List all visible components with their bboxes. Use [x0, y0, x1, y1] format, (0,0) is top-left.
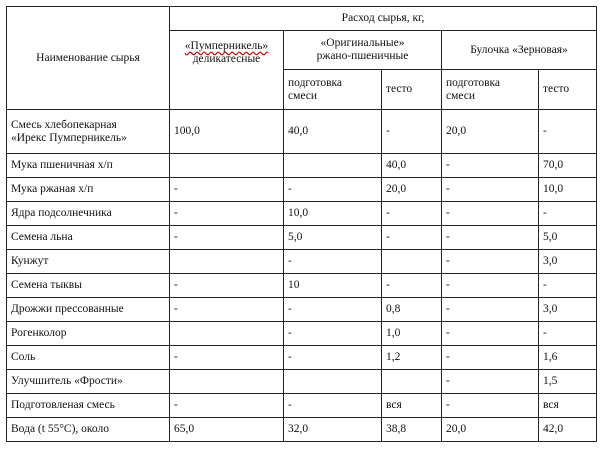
cell-p3-prep: -	[442, 178, 539, 202]
cell-p3-prep: -	[442, 322, 539, 346]
header-product-original: «Оригинальные» ржано-пшеничные	[284, 31, 442, 70]
row-name: Улучшитель «Фрости»	[7, 370, 170, 394]
header-row-1	[7, 7, 597, 31]
cell-p2-dough: -	[382, 110, 442, 154]
cell-p2-prep: 5,0	[284, 226, 382, 250]
cell-p2-dough	[382, 370, 442, 394]
header-product-bun: Булочка «Зерновая»	[442, 31, 597, 70]
header-sub-prep-3: подготовка смеси	[442, 70, 539, 110]
cell-p1	[170, 370, 284, 394]
cell-p3-prep: -	[442, 202, 539, 226]
cell-p2-prep: -	[284, 346, 382, 370]
cell-p2-dough: -	[382, 226, 442, 250]
cell-p1: -	[170, 202, 284, 226]
cell-p3-dough: -	[539, 322, 597, 346]
header-sub-prep-2: подготовка смеси	[284, 70, 382, 110]
cell-p3-dough: -	[539, 202, 597, 226]
raw-materials-table	[6, 6, 597, 442]
cell-p1: 100,0	[170, 110, 284, 154]
cell-p3-dough: 5,0	[539, 226, 597, 250]
cell-p2-dough: 1,0	[382, 322, 442, 346]
row-name: Кунжут	[7, 250, 170, 274]
row-name: Рогенколор	[7, 322, 170, 346]
cell-p1: -	[170, 226, 284, 250]
table-row	[7, 274, 597, 298]
cell-p3-dough: 10,0	[539, 178, 597, 202]
cell-p3-prep: 20,0	[442, 110, 539, 154]
row-name: Семена льна	[7, 226, 170, 250]
cell-p3-prep: 20,0	[442, 418, 539, 442]
cell-p1: -	[170, 298, 284, 322]
cell-p2-prep: -	[284, 178, 382, 202]
table-row	[7, 346, 597, 370]
cell-p1: 65,0	[170, 418, 284, 442]
row-name: Мука пшеничная х/п	[7, 154, 170, 178]
cell-p3-dough: 1,6	[539, 346, 597, 370]
row-name: Смесь хлебопекарная «Ирекс Пумперникель»	[7, 110, 170, 154]
table-row	[7, 418, 597, 442]
cell-p2-dough: 20,0	[382, 178, 442, 202]
table-row	[7, 394, 597, 418]
cell-p2-dough: вся	[382, 394, 442, 418]
cell-p3-dough: -	[539, 110, 597, 154]
cell-p2-dough: -	[382, 274, 442, 298]
cell-p3-dough: -	[539, 274, 597, 298]
row-name: Мука ржаная х/п	[7, 178, 170, 202]
cell-p2-prep: 10	[284, 274, 382, 298]
table-row	[7, 226, 597, 250]
row-name: Соль	[7, 346, 170, 370]
table-row	[7, 250, 597, 274]
cell-p3-dough: 1,5	[539, 370, 597, 394]
table-row	[7, 110, 597, 154]
cell-p2-dough: 0,8	[382, 298, 442, 322]
header-product-pumpernickel: «Пумперникель» деликатесные	[170, 31, 284, 110]
cell-p2-prep: 40,0	[284, 110, 382, 154]
row-name: Семена тыквы	[7, 274, 170, 298]
cell-p3-prep: -	[442, 274, 539, 298]
cell-p2-dough: -	[382, 202, 442, 226]
cell-p2-dough	[382, 250, 442, 274]
cell-p1: -	[170, 394, 284, 418]
cell-p3-dough: вся	[539, 394, 597, 418]
cell-p2-dough: 38,8	[382, 418, 442, 442]
cell-p2-dough: 40,0	[382, 154, 442, 178]
cell-p2-dough: 1,2	[382, 346, 442, 370]
header-group-title: Расход сырья, кг,	[170, 7, 597, 31]
cell-p3-prep: -	[442, 394, 539, 418]
cell-p1	[170, 250, 284, 274]
cell-p1	[170, 154, 284, 178]
table-row	[7, 370, 597, 394]
table-row	[7, 322, 597, 346]
table-row	[7, 154, 597, 178]
cell-p1: -	[170, 178, 284, 202]
cell-p2-prep	[284, 370, 382, 394]
row-name: Дрожжи прессованные	[7, 298, 170, 322]
cell-p2-prep: 32,0	[284, 418, 382, 442]
row-name: Вода (t 55°С), около	[7, 418, 170, 442]
cell-p2-prep: -	[284, 394, 382, 418]
table-row	[7, 178, 597, 202]
cell-p1: -	[170, 274, 284, 298]
cell-p2-prep: -	[284, 322, 382, 346]
header-material-name: Наименование сырья	[7, 7, 170, 110]
cell-p3-prep: -	[442, 346, 539, 370]
row-name: Ядра подсолнечника	[7, 202, 170, 226]
cell-p2-prep: 10,0	[284, 202, 382, 226]
cell-p3-prep: -	[442, 298, 539, 322]
cell-p3-dough: 3,0	[539, 250, 597, 274]
header-sub-dough-3: тесто	[539, 70, 597, 110]
cell-p3-prep: -	[442, 370, 539, 394]
cell-p3-prep: -	[442, 250, 539, 274]
cell-p1: -	[170, 346, 284, 370]
cell-p2-prep	[284, 154, 382, 178]
table-row	[7, 202, 597, 226]
cell-p3-prep: -	[442, 226, 539, 250]
cell-p3-prep: -	[442, 154, 539, 178]
cell-p3-dough: 3,0	[539, 298, 597, 322]
cell-p3-dough: 42,0	[539, 418, 597, 442]
cell-p3-dough: 70,0	[539, 154, 597, 178]
header-sub-dough-2: тесто	[382, 70, 442, 110]
cell-p2-prep: -	[284, 250, 382, 274]
row-name: Подготовленая смесь	[7, 394, 170, 418]
cell-p2-prep: -	[284, 298, 382, 322]
table-row	[7, 298, 597, 322]
cell-p1	[170, 322, 284, 346]
